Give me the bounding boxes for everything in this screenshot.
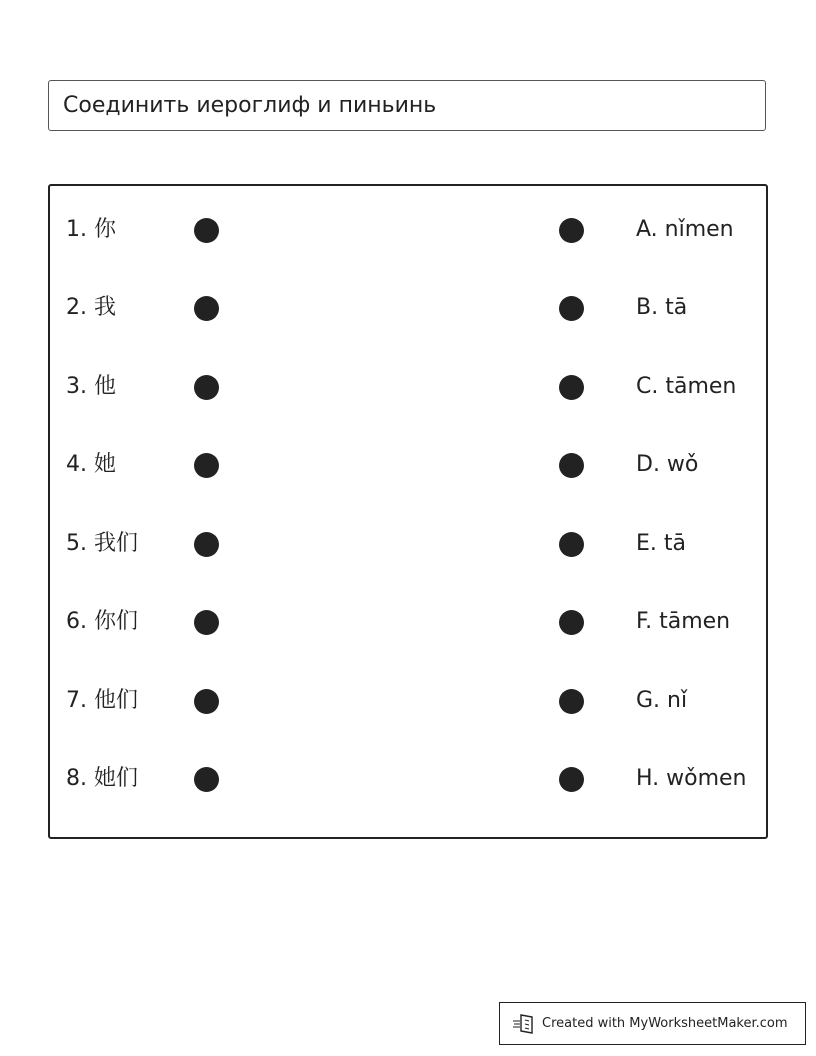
hanzi-item: 8. 她们 xyxy=(66,766,138,791)
right-connector-dot[interactable] xyxy=(559,532,584,557)
match-row xyxy=(50,681,766,721)
right-connector-dot[interactable] xyxy=(559,218,584,243)
footer-credit[interactable] xyxy=(499,1002,806,1045)
pinyin-item: D. wǒ xyxy=(636,452,699,477)
hanzi-item: 3. 他 xyxy=(66,374,116,399)
hanzi-item: 6. 你们 xyxy=(66,609,138,634)
pinyin-item: G. nǐ xyxy=(636,688,688,713)
matching-exercise xyxy=(48,184,768,839)
left-connector-dot[interactable] xyxy=(194,453,219,478)
pinyin-item: F. tāmen xyxy=(636,609,731,634)
right-connector-dot[interactable] xyxy=(559,610,584,635)
hanzi-item: 5. 我们 xyxy=(66,531,138,556)
right-connector-dot[interactable] xyxy=(559,296,584,321)
pinyin-item: C. tāmen xyxy=(636,374,737,399)
match-row xyxy=(50,445,766,485)
left-connector-dot[interactable] xyxy=(194,375,219,400)
hanzi-item: 2. 我 xyxy=(66,295,116,320)
pinyin-item: B. tā xyxy=(636,295,688,320)
match-row xyxy=(50,288,766,328)
left-connector-dot[interactable] xyxy=(194,218,219,243)
match-row xyxy=(50,602,766,642)
worksheet-title xyxy=(48,80,766,131)
right-connector-dot[interactable] xyxy=(559,453,584,478)
pinyin-item: E. tā xyxy=(636,531,686,556)
left-connector-dot[interactable] xyxy=(194,689,219,714)
match-row xyxy=(50,524,766,564)
worksheet-maker-logo-icon xyxy=(512,1012,536,1036)
match-row xyxy=(50,210,766,250)
match-row xyxy=(50,759,766,799)
hanzi-item: 1. 你 xyxy=(66,217,116,242)
left-connector-dot[interactable] xyxy=(194,610,219,635)
worksheet-title-text: Соединить иероглиф и пиньинь xyxy=(63,93,437,118)
right-connector-dot[interactable] xyxy=(559,767,584,792)
left-connector-dot[interactable] xyxy=(194,296,219,321)
pinyin-item: A. nǐmen xyxy=(636,217,734,242)
left-connector-dot[interactable] xyxy=(194,767,219,792)
match-row xyxy=(50,367,766,407)
right-connector-dot[interactable] xyxy=(559,689,584,714)
hanzi-item: 7. 他们 xyxy=(66,688,138,713)
right-connector-dot[interactable] xyxy=(559,375,584,400)
hanzi-item: 4. 她 xyxy=(66,452,116,477)
footer-credit-text: Created with MyWorksheetMaker.com xyxy=(542,1016,788,1031)
left-connector-dot[interactable] xyxy=(194,532,219,557)
pinyin-item: H. wǒmen xyxy=(636,766,747,791)
